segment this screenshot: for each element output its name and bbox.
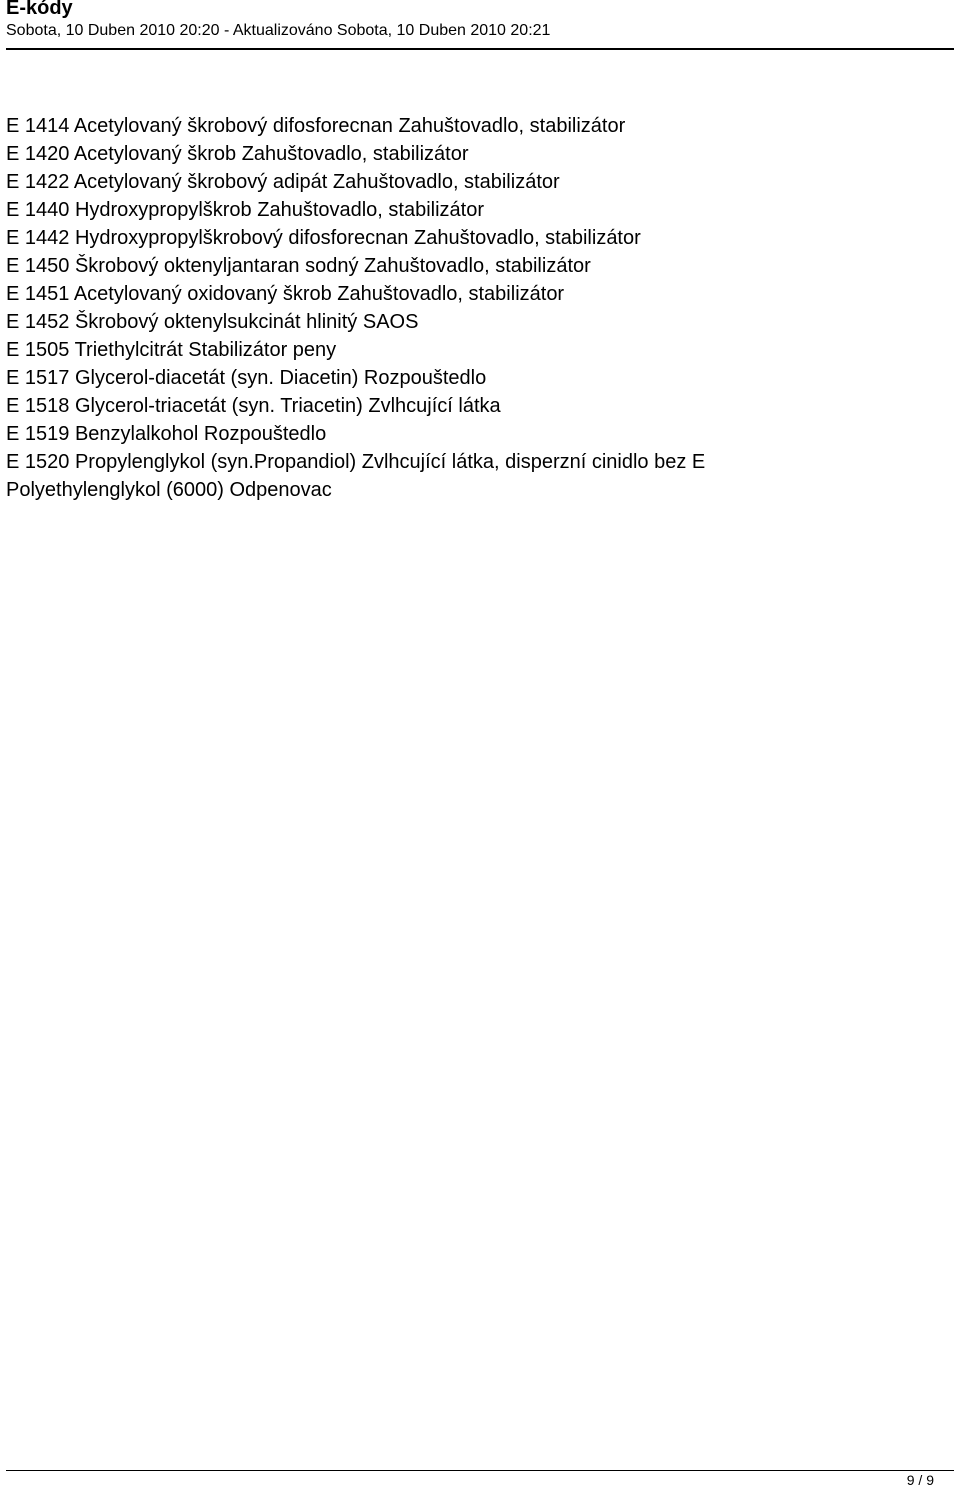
e-code-entry: E 1520 Propylenglykol (syn.Propandiol) Zvlhcující látka, disperzní cinidlo bez E (6, 451, 706, 473)
e-code-entry: E 1518 Glycerol-triacetát (syn. Triacetin) Zvlhcující látka (6, 395, 501, 417)
e-code-entry: E 1505 Triethylcitrát Stabilizátor peny (6, 339, 337, 361)
e-code-list (6, 112, 705, 504)
e-code-entry: E 1440 Hydroxypropylškrob Zahuštovadlo, stabilizátor (6, 199, 485, 221)
e-code-entry: E 1420 Acetylovaný škrob Zahuštovadlo, stabilizátor (6, 143, 469, 165)
e-code-entry: E 1519 Benzylalkohol Rozpouštedlo (6, 423, 327, 445)
e-code-entry: Polyethylenglykol (6000) Odpenovac (6, 479, 332, 501)
footer-divider (6, 1470, 954, 1471)
e-code-entry: E 1451 Acetylovaný oxidovaný škrob Zahuštovadlo, stabilizátor (6, 283, 565, 305)
document-date-line: Sobota, 10 Duben 2010 20:20 - Aktualizováno Sobota, 10 Duben 2010 20:21 (6, 22, 551, 39)
page-number: 9 / 9 (906, 1472, 934, 1488)
e-code-entry: E 1517 Glycerol-diacetát (syn. Diacetin) Rozpouštedlo (6, 367, 487, 389)
e-code-entry: E 1452 Škrobový oktenylsukcinát hlinitý SAOS (6, 311, 419, 333)
e-code-entry: E 1414 Acetylovaný škrobový difosforecnan Zahuštovadlo, stabilizátor (6, 115, 626, 137)
document-title: E-kódy (6, 0, 73, 19)
e-code-entry: E 1422 Acetylovaný škrobový adipát Zahuštovadlo, stabilizátor (6, 171, 560, 193)
e-code-entry: E 1450 Škrobový oktenyljantaran sodný Zahuštovadlo, stabilizátor (6, 255, 591, 277)
e-code-entry: E 1442 Hydroxypropylškrobový difosforecnan Zahuštovadlo, stabilizátor (6, 227, 641, 249)
header-divider (6, 48, 954, 50)
